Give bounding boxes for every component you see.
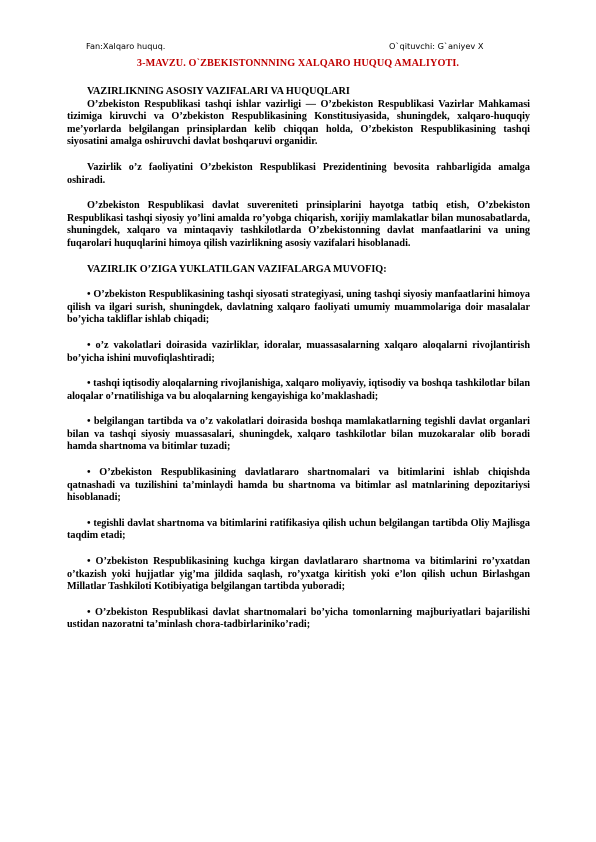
list-item: • tegishli davlat shartnoma va bitimlarini ratifikasiya qilish uchun belgilangan tartibda Oliy Majlisga taqdim etadi; (67, 517, 530, 542)
list-item: • o’z vakolatlari doirasida vazirliklar, idoralar, muassasalarning xalqaro aloqalarni rivojlantirish bo’yicha ishini muvofiqlashtiradi; (67, 339, 530, 364)
list-item: • tashqi iqtisodiy aloqalarning rivojlanishiga, xalqaro moliyaviy, iqtisodiy va boshqa tashkilotlar bilan aloqalar o’rnatilishiga va bu aloqalarning kengayishiga ko’maklashadi; (67, 378, 530, 402)
list-item: • O’zbekiston Respublikasining kuchga kirgan davlatlararo shartnoma va bitimlarini ro’yxatdan o’tkazish yoki hujjatlar yig’ma jildida saqlash, ro’yxatga kiritish yoki e’lon qilish uchun Birlashgan Millatlar Tashkiloti Kotibiyatiga belgilangan tartibda yuboradi; (67, 556, 530, 593)
paragraph-definition: O’zbekiston Respublikasi tashqi ishlar vazirligi — O’zbekiston Respublikasi Vazirlar Mahkamasi tizimiga kiruvchi va O’zbekiston Respublikasining Konstitusiyasida, shuningdek, xalqaro-huquqiy me’yorlarda belgilangan prinsiplardan kelib chiqqan holda, O’zbekiston Respublikasining tashqi siyosatini amalga oshiruvchi davlat boshqaruvi organidir. (67, 98, 530, 148)
section-heading-functions: VAZIRLIK O’ZIGA YUKLATILGAN VAZIFALARGA MUVOFIQ: (87, 263, 387, 275)
paragraph-main-tasks: O’zbekiston Respublikasi davlat suvereniteti prinsiplarini hayotga tatbiq etish, O’zbekiston Respublikasi tashqi siyosiy yo’lini amalda ro’yobga chiqarish, xorijiy mamlakatlar bilan munosabatlarda, shuningdek, xalqaro va mintaqaviy tashkilotlarda O’zbekistonning davlat manfaatlarini va uning fuqarolari huquqlarini himoya qilish vazirlikning asosiy vazifalari hisoblanadi. (67, 200, 530, 249)
list-item: • O’zbekiston Respublikasi davlat shartnomalari bo’yicha tomonlarning majburiyatlari bajarilishi ustidan nazoratni ta’minlash chora-tadbirlariniko’radi; (67, 606, 530, 631)
list-item: • O’zbekiston Respublikasining davlatlararo shartnomalari va bitimlarini ishlab chiqishda qatnashadi va tuzilishini ta’minlaydi hamda bu shartnoma va bitimlar asl matnlarining depozitariysi hisoblanadi; (67, 467, 530, 504)
document-body (67, 86, 530, 632)
page-title: 3-MAVZU. O`ZBEKISTONNNING XALQARO HUQUQ AMALIYOTI. (136, 58, 460, 69)
header-teacher: O`qituvchi: G`aniyev X (389, 41, 484, 51)
list-item: • O’zbekiston Respublikasining tashqi siyosati strategiyasi, uning tashqi siyosiy manfaatlarini himoya qilish va ilgari surish, shuningdek, davlatning xalqaro faoliyati umumiy muammolariga doir masalalar bo’yicha takliflar ishlab chiqadi; (67, 289, 530, 326)
paragraph-leadership: Vazirlik o’z faoliyatini O’zbekiston Respublikasi Prezidentining bevosita rahbarligida amalga oshiradi. (67, 161, 530, 186)
section-heading-duties: VAZIRLIKNING ASOSIY VAZIFALARI VA HUQUQLARI (87, 86, 350, 97)
header-subject: Fan:Xalqaro huquq. (86, 41, 166, 51)
list-item: • belgilangan tartibda va o’z vakolatlari doirasida boshqa mamlakatlarning tegishli davlat organlari bilan va tashqi siyosiy muassasalari, shuningdek, xalqaro tashkilotlar bilan muzokaralar olib boradi hamda shartnoma va bitimlar tuzadi; (67, 416, 530, 453)
